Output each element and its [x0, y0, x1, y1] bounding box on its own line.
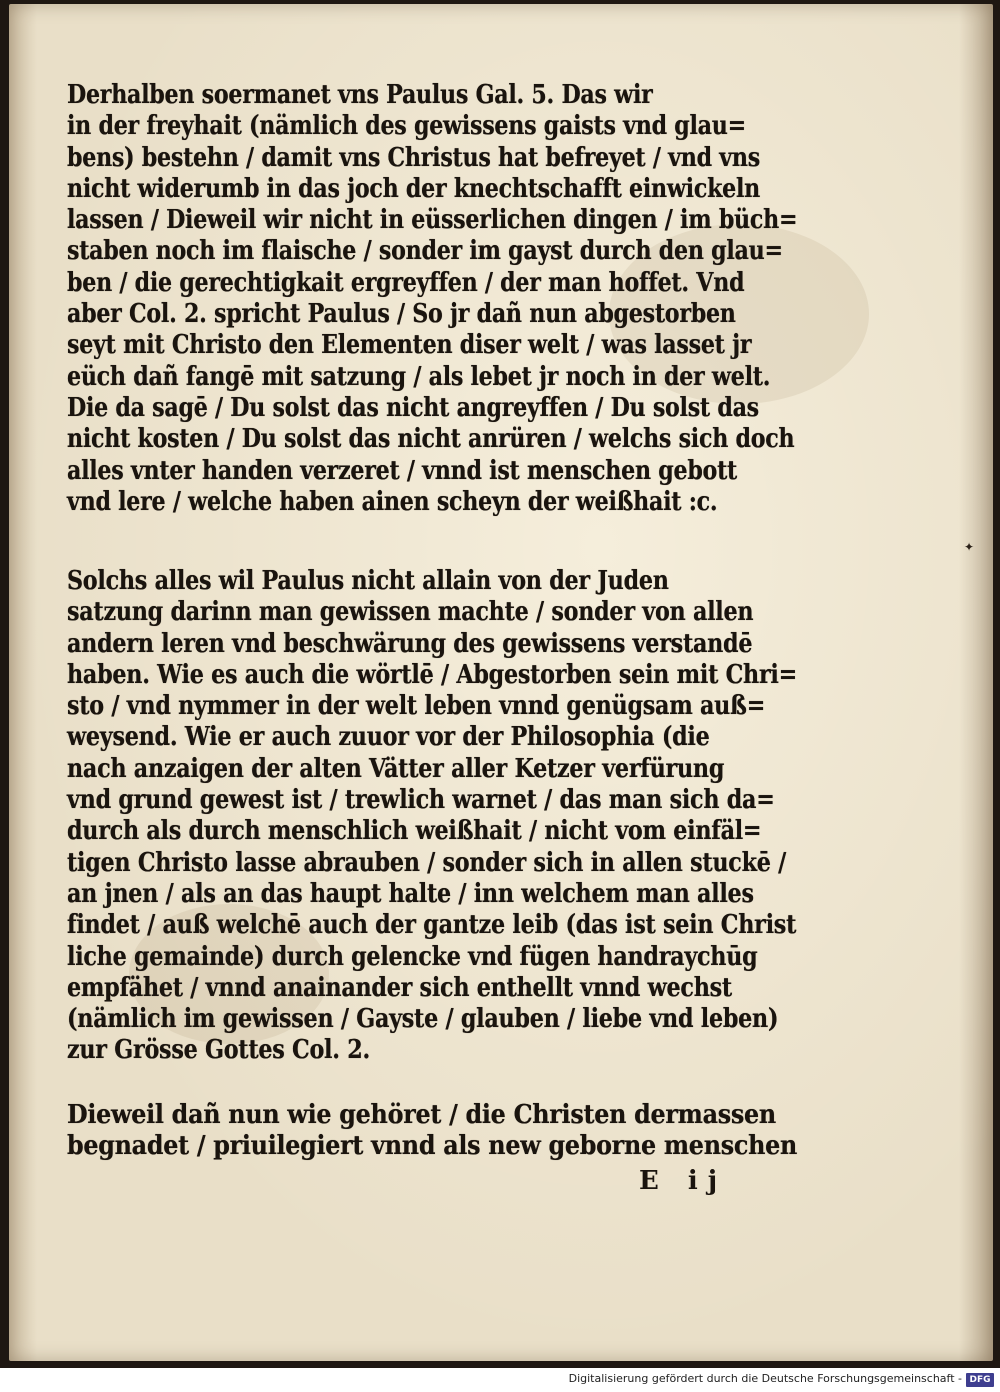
paragraph-2	[67, 566, 920, 1067]
text-line: alles vnter handen verzeret / vnnd ist menschen gebott	[67, 455, 738, 486]
text-line: tigen Christo lasse abrauben / sonder sich in allen stuckē /	[67, 847, 786, 878]
text-line: weysend. Wie er auch zuuor vor der Philosophia (die	[67, 722, 710, 753]
signature-mark: E ij	[639, 1166, 728, 1196]
text-line: satzung darinn man gewissen machte / sonder von allen	[67, 597, 754, 628]
credit-bar	[0, 1370, 1000, 1392]
margin-mark: ✦	[964, 540, 975, 554]
text-line: haben. Wie es auch die wörtlē / Abgestorben sein mit Chri=	[67, 659, 798, 690]
paragraph-1	[67, 80, 924, 518]
text-line: in der freyhait (nämlich des gewissens gaists vnd glau=	[67, 111, 746, 142]
text-line: bens) bestehn / damit vns Christus hat befreyet / vnd vns	[67, 142, 760, 173]
text-line: vnd grund gewest ist / trewlich warnet / das man sich da=	[67, 785, 775, 816]
funding-credit: Digitalisierung gefördert durch die Deutsche Forschungsgemeinschaft -	[568, 1372, 962, 1385]
text-line: durch als durch menschlich weißhait / nicht vom einfäl=	[67, 816, 762, 847]
text-line: andern leren vnd beschwärung des gewissens verstandē	[67, 628, 753, 659]
text-line: findet / auß welchē auch der gantze leib (das ist sein Christ	[67, 910, 797, 941]
text-line: vnd lere / welche haben ainen scheyn der weißhait :c.	[67, 486, 718, 517]
text-line: empfähet / vnnd anainander sich enthellt vnnd wechst	[67, 972, 732, 1003]
text-line: Derhalben soermanet vns Paulus Gal. 5. Das wir	[67, 80, 653, 110]
text-line: lassen / Dieweil wir nicht in eüsserlichen dingen / im büch=	[67, 205, 798, 236]
text-line: Die da sagē / Du solst das nicht angreyffen / Du solst das	[67, 392, 759, 423]
text-line: liche gemainde) durch gelencke vnd fügen handraychūg	[67, 941, 758, 972]
text-line: seyt mit Christo den Elementen diser welt / was lasset jr	[67, 330, 752, 361]
text-line: nicht kosten / Du solst das nicht anrüren / welchs sich doch	[67, 424, 795, 455]
text-line: aber Col. 2. spricht Paulus / So jr dañ nun abgestorben	[67, 299, 736, 330]
text-line: begnadet / priuilegiert vnnd als new geborne menschen	[67, 1131, 798, 1162]
text-line: ben / die gerechtigkait ergreyffen / der man hoffet. Vnd	[67, 267, 745, 298]
text-line: Dieweil dañ nun wie gehöret / die Christen dermassen	[67, 1100, 776, 1130]
text-line: staben noch im flaische / sonder im gayst durch den glau=	[67, 236, 783, 267]
paragraph-3	[67, 1100, 864, 1163]
dfg-logo-icon: DFG	[966, 1373, 994, 1387]
text-line: sto / vnd nymmer in der welt leben vnnd genügsam auß=	[67, 691, 766, 722]
text-line: eüch dañ fangē mit satzung / als lebet jr noch in der welt.	[67, 361, 771, 392]
book-page	[9, 4, 993, 1361]
text-line: an jnen / als an das haupt halte / inn welchem man alles	[67, 878, 754, 909]
text-line: (nämlich im gewissen / Gayste / glauben / liebe vnd leben)	[67, 1004, 779, 1035]
text-line: nicht widerumb in das joch der knechtschafft einwickeln	[67, 173, 760, 204]
text-line: Solchs alles wil Paulus nicht allain von der Juden	[67, 566, 669, 596]
text-line: nach anzaigen der alten Vätter aller Ketzer verfürung	[67, 753, 725, 784]
text-line: zur Grösse Gottes Col. 2.	[67, 1035, 370, 1066]
